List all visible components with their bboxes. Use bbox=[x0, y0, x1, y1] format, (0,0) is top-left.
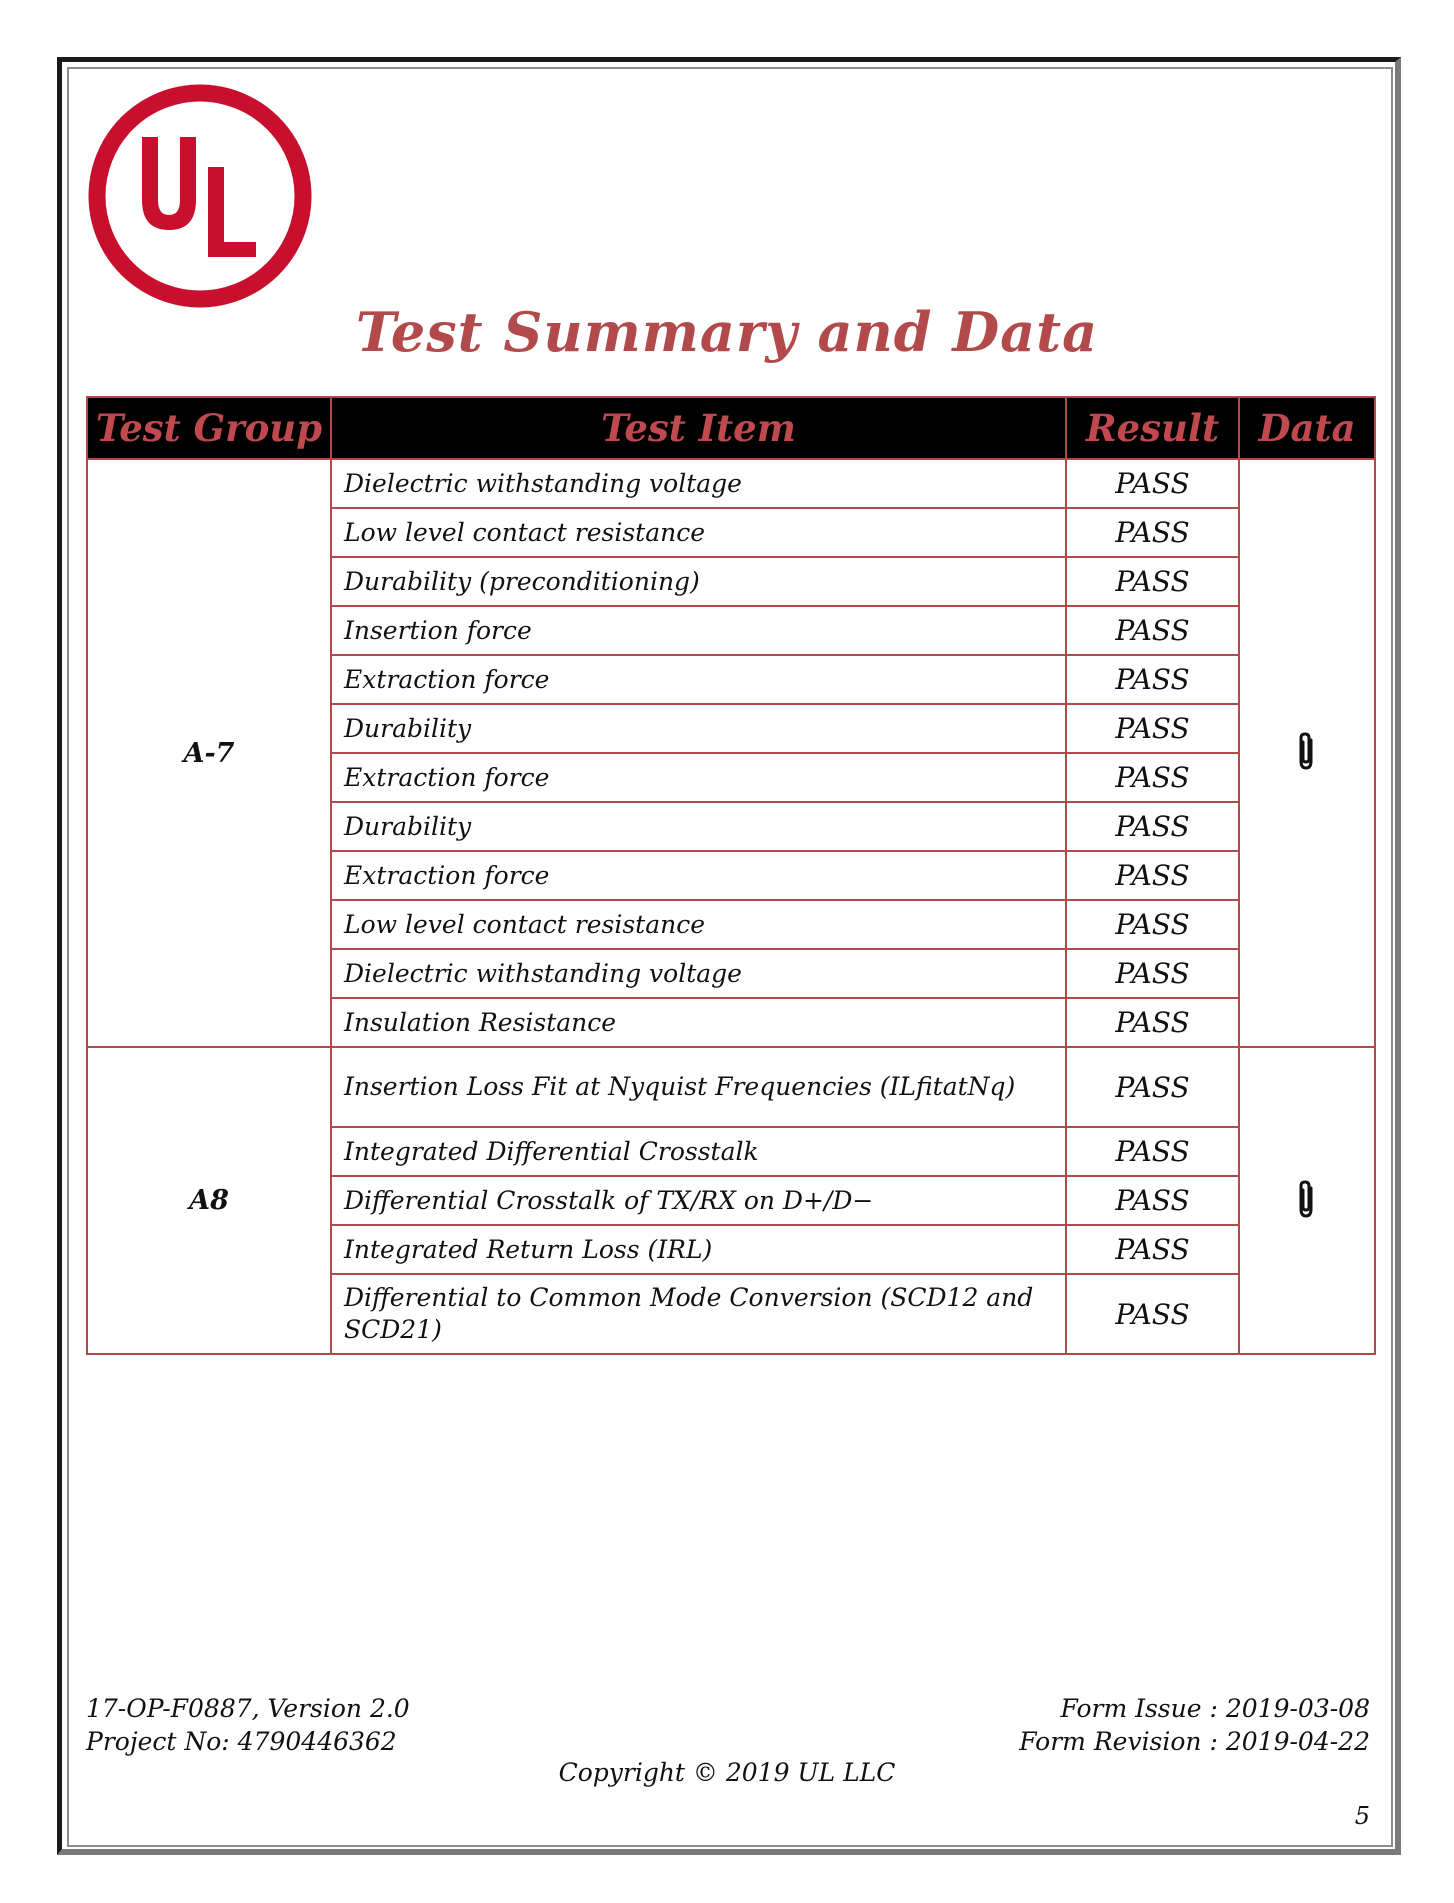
test-item-cell: Integrated Return Loss (IRL) bbox=[331, 1225, 1066, 1274]
header-test-group: Test Group bbox=[87, 397, 331, 459]
test-item-cell: Durability bbox=[331, 704, 1066, 753]
result-cell: PASS bbox=[1066, 998, 1239, 1047]
footer-right bbox=[1019, 1692, 1370, 1758]
result-cell: PASS bbox=[1066, 802, 1239, 851]
header-result: Result bbox=[1066, 397, 1239, 459]
test-item-cell: Dielectric withstanding voltage bbox=[331, 459, 1066, 508]
result-cell: PASS bbox=[1066, 704, 1239, 753]
test-group-cell: A8 bbox=[87, 1047, 331, 1354]
copyright: Copyright © 2019 UL LLC bbox=[558, 1758, 896, 1787]
header-test-item: Test Item bbox=[331, 397, 1066, 459]
page-number: 5 bbox=[1354, 1802, 1370, 1830]
result-cell: PASS bbox=[1066, 753, 1239, 802]
result-cell: PASS bbox=[1066, 1047, 1239, 1127]
form-id: 17-OP-F0887, Version 2.0 bbox=[86, 1694, 410, 1723]
result-cell: PASS bbox=[1066, 851, 1239, 900]
result-cell: PASS bbox=[1066, 1274, 1239, 1354]
footer-left bbox=[86, 1692, 410, 1758]
paperclip-icon[interactable] bbox=[1297, 731, 1317, 775]
test-item-cell: Extraction force bbox=[331, 851, 1066, 900]
data-cell bbox=[1239, 1047, 1375, 1354]
test-item-cell: Differential Crosstalk of TX/RX on D+/D− bbox=[331, 1176, 1066, 1225]
ul-logo bbox=[86, 82, 314, 310]
form-revision: Form Revision : 2019-04-22 bbox=[1019, 1727, 1370, 1756]
result-cell: PASS bbox=[1066, 1127, 1239, 1176]
table-header-row bbox=[87, 397, 1375, 459]
form-issue: Form Issue : 2019-03-08 bbox=[1060, 1694, 1370, 1723]
table-row bbox=[87, 459, 1375, 508]
test-item-cell: Insertion Loss Fit at Nyquist Frequencies (ILfitatNq) bbox=[331, 1047, 1066, 1127]
result-cell: PASS bbox=[1066, 949, 1239, 998]
test-item-cell: Extraction force bbox=[331, 655, 1066, 704]
table-row bbox=[87, 1047, 1375, 1127]
test-item-cell: Extraction force bbox=[331, 753, 1066, 802]
test-item-cell: Durability bbox=[331, 802, 1066, 851]
test-summary-table bbox=[86, 396, 1376, 1355]
result-cell: PASS bbox=[1066, 606, 1239, 655]
test-item-cell: Insulation Resistance bbox=[331, 998, 1066, 1047]
test-item-cell: Integrated Differential Crosstalk bbox=[331, 1127, 1066, 1176]
test-item-cell: Low level contact resistance bbox=[331, 508, 1066, 557]
header-data: Data bbox=[1239, 397, 1375, 459]
test-item-cell: Insertion force bbox=[331, 606, 1066, 655]
result-cell: PASS bbox=[1066, 655, 1239, 704]
project-number: Project No: 4790446362 bbox=[86, 1727, 397, 1756]
table-body bbox=[87, 459, 1375, 1354]
result-cell: PASS bbox=[1066, 557, 1239, 606]
test-item-cell: Dielectric withstanding voltage bbox=[331, 949, 1066, 998]
result-cell: PASS bbox=[1066, 459, 1239, 508]
page-title: Test Summary and Data bbox=[355, 300, 1099, 364]
data-cell bbox=[1239, 459, 1375, 1047]
test-item-cell: Low level contact resistance bbox=[331, 900, 1066, 949]
test-item-cell: Differential to Common Mode Conversion (SCD12 and SCD21) bbox=[331, 1274, 1066, 1354]
test-item-cell: Durability (preconditioning) bbox=[331, 557, 1066, 606]
result-cell: PASS bbox=[1066, 508, 1239, 557]
test-group-cell: A-7 bbox=[87, 459, 331, 1047]
result-cell: PASS bbox=[1066, 1176, 1239, 1225]
result-cell: PASS bbox=[1066, 900, 1239, 949]
result-cell: PASS bbox=[1066, 1225, 1239, 1274]
paperclip-icon[interactable] bbox=[1297, 1179, 1317, 1223]
